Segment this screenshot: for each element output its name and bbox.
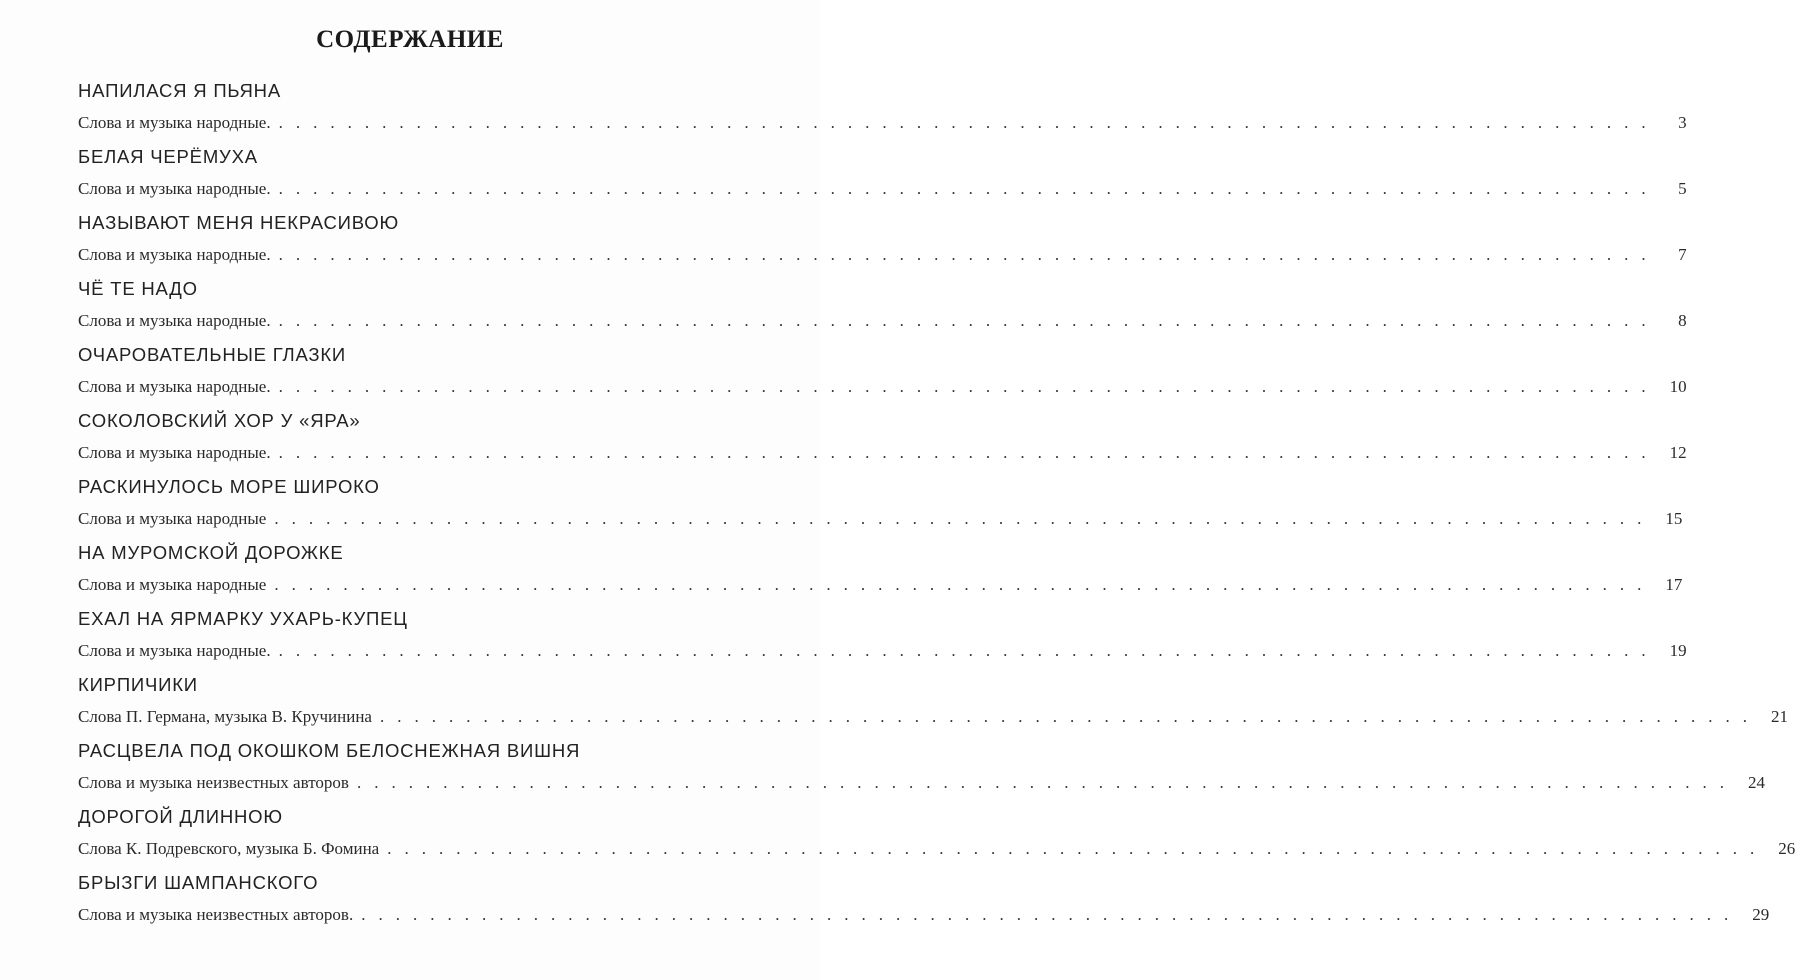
credit-line bbox=[78, 509, 1683, 533]
dot-leader: ................................................................................ bbox=[278, 245, 1659, 264]
toc-entry bbox=[78, 278, 1687, 344]
song-title: БЕЛАЯ ЧЕРЁМУХА bbox=[78, 146, 258, 167]
toc-entry bbox=[78, 410, 1687, 476]
credit-line bbox=[78, 905, 1770, 929]
credit-line bbox=[78, 839, 1795, 863]
song-credits: Слова и музыка народные bbox=[78, 575, 267, 594]
toc-entry bbox=[78, 212, 1687, 278]
page-number: 8 bbox=[1678, 311, 1687, 330]
song-credits: Слова и музыка народные. bbox=[78, 641, 271, 660]
page-number: 5 bbox=[1678, 179, 1687, 198]
credit-line bbox=[78, 311, 1687, 335]
song-credits: Слова и музыка неизвестных авторов bbox=[78, 773, 349, 792]
dot-leader: ................................................................................ bbox=[361, 905, 1742, 924]
credit-line bbox=[78, 641, 1687, 665]
page-number: 3 bbox=[1678, 113, 1687, 132]
song-credits: Слова и музыка народные. bbox=[78, 377, 271, 396]
dot-leader: ................................................................................ bbox=[356, 773, 1737, 792]
song-credits: Слова и музыка народные. bbox=[78, 113, 271, 132]
song-title: НАПИЛАСЯ Я ПЬЯНА bbox=[78, 80, 281, 101]
dot-leader: ................................................................................ bbox=[387, 839, 1768, 858]
dot-leader: ................................................................................ bbox=[278, 179, 1659, 198]
credit-line bbox=[78, 113, 1687, 137]
song-title: ДОРОГОЙ ДЛИННОЮ bbox=[78, 806, 283, 827]
dot-leader: ................................................................................ bbox=[379, 707, 1760, 726]
credit-line bbox=[78, 179, 1687, 203]
song-title: ОЧАРОВАТЕЛЬНЫЕ ГЛАЗКИ bbox=[78, 344, 347, 365]
dot-leader: ................................................................................ bbox=[278, 641, 1659, 660]
page-number: 15 bbox=[1665, 509, 1683, 528]
song-credits: Слова К. Подревского, музыка Б. Фомина bbox=[78, 839, 380, 858]
toc-entry bbox=[78, 872, 1770, 938]
dot-leader: ................................................................................ bbox=[278, 311, 1659, 330]
toc-entry bbox=[78, 608, 1687, 674]
credit-line bbox=[78, 245, 1687, 269]
dot-leader: ................................................................................ bbox=[278, 377, 1659, 396]
song-title: КИРПИЧИКИ bbox=[78, 674, 198, 695]
toc-entry bbox=[78, 740, 1765, 806]
page-number: 19 bbox=[1669, 641, 1687, 660]
credit-line bbox=[78, 773, 1765, 797]
song-credits: Слова и музыка народные. bbox=[78, 179, 271, 198]
credit-line bbox=[78, 377, 1687, 401]
song-credits: Слова и музыка народные. bbox=[78, 443, 271, 462]
toc-entry bbox=[78, 674, 1788, 740]
toc-entry bbox=[78, 806, 1795, 872]
dot-leader: ................................................................................ bbox=[274, 509, 1655, 528]
song-credits: Слова и музыка народные. bbox=[78, 311, 271, 330]
dot-leader: ................................................................................ bbox=[278, 113, 1659, 132]
page-number: 29 bbox=[1752, 905, 1770, 924]
credit-line bbox=[78, 443, 1687, 467]
toc-entry bbox=[78, 146, 1687, 212]
song-credits: Слова и музыка народные. bbox=[78, 245, 271, 264]
song-title: НАЗЫВАЮТ МЕНЯ НЕКРАСИВОЮ bbox=[78, 212, 399, 233]
page-number: 10 bbox=[1669, 377, 1687, 396]
song-title: БРЫЗГИ ШАМПАНСКОГО bbox=[78, 872, 319, 893]
page-number: 7 bbox=[1678, 245, 1687, 264]
dot-leader: ................................................................................ bbox=[274, 575, 1655, 594]
page-number: 21 bbox=[1770, 707, 1788, 726]
toc-entry bbox=[78, 476, 1683, 542]
credit-line bbox=[78, 575, 1683, 599]
song-credits: Слова и музыка неизвестных авторов. bbox=[78, 905, 354, 924]
page-number: 24 bbox=[1747, 773, 1765, 792]
song-title: СОКОЛОВСКИЙ ХОР У «ЯРА» bbox=[78, 410, 361, 431]
page-title: СОДЕРЖАНИЕ bbox=[316, 26, 504, 53]
page-number: 17 bbox=[1665, 575, 1683, 594]
song-title: НА МУРОМСКОЙ ДОРОЖКЕ bbox=[78, 542, 344, 563]
song-title: ЕХАЛ НА ЯРМАРКУ УХАРЬ-КУПЕЦ bbox=[78, 608, 408, 629]
toc-entry bbox=[78, 80, 1687, 146]
song-credits: Слова П. Германа, музыка В. Кручинина bbox=[78, 707, 372, 726]
song-title: РАСКИНУЛОСЬ МОРЕ ШИРОКО bbox=[78, 476, 380, 497]
dot-leader: ................................................................................ bbox=[278, 443, 1659, 462]
song-title: ЧЁ ТЕ НАДО bbox=[78, 278, 198, 299]
song-title: РАСЦВЕЛА ПОД ОКОШКОМ БЕЛОСНЕЖНАЯ ВИШНЯ bbox=[78, 740, 581, 761]
page-number: 26 bbox=[1778, 839, 1795, 858]
page-number: 12 bbox=[1669, 443, 1687, 462]
toc-entry bbox=[78, 542, 1683, 608]
credit-line bbox=[78, 707, 1788, 731]
toc-entry bbox=[78, 344, 1687, 410]
song-credits: Слова и музыка народные bbox=[78, 509, 267, 528]
